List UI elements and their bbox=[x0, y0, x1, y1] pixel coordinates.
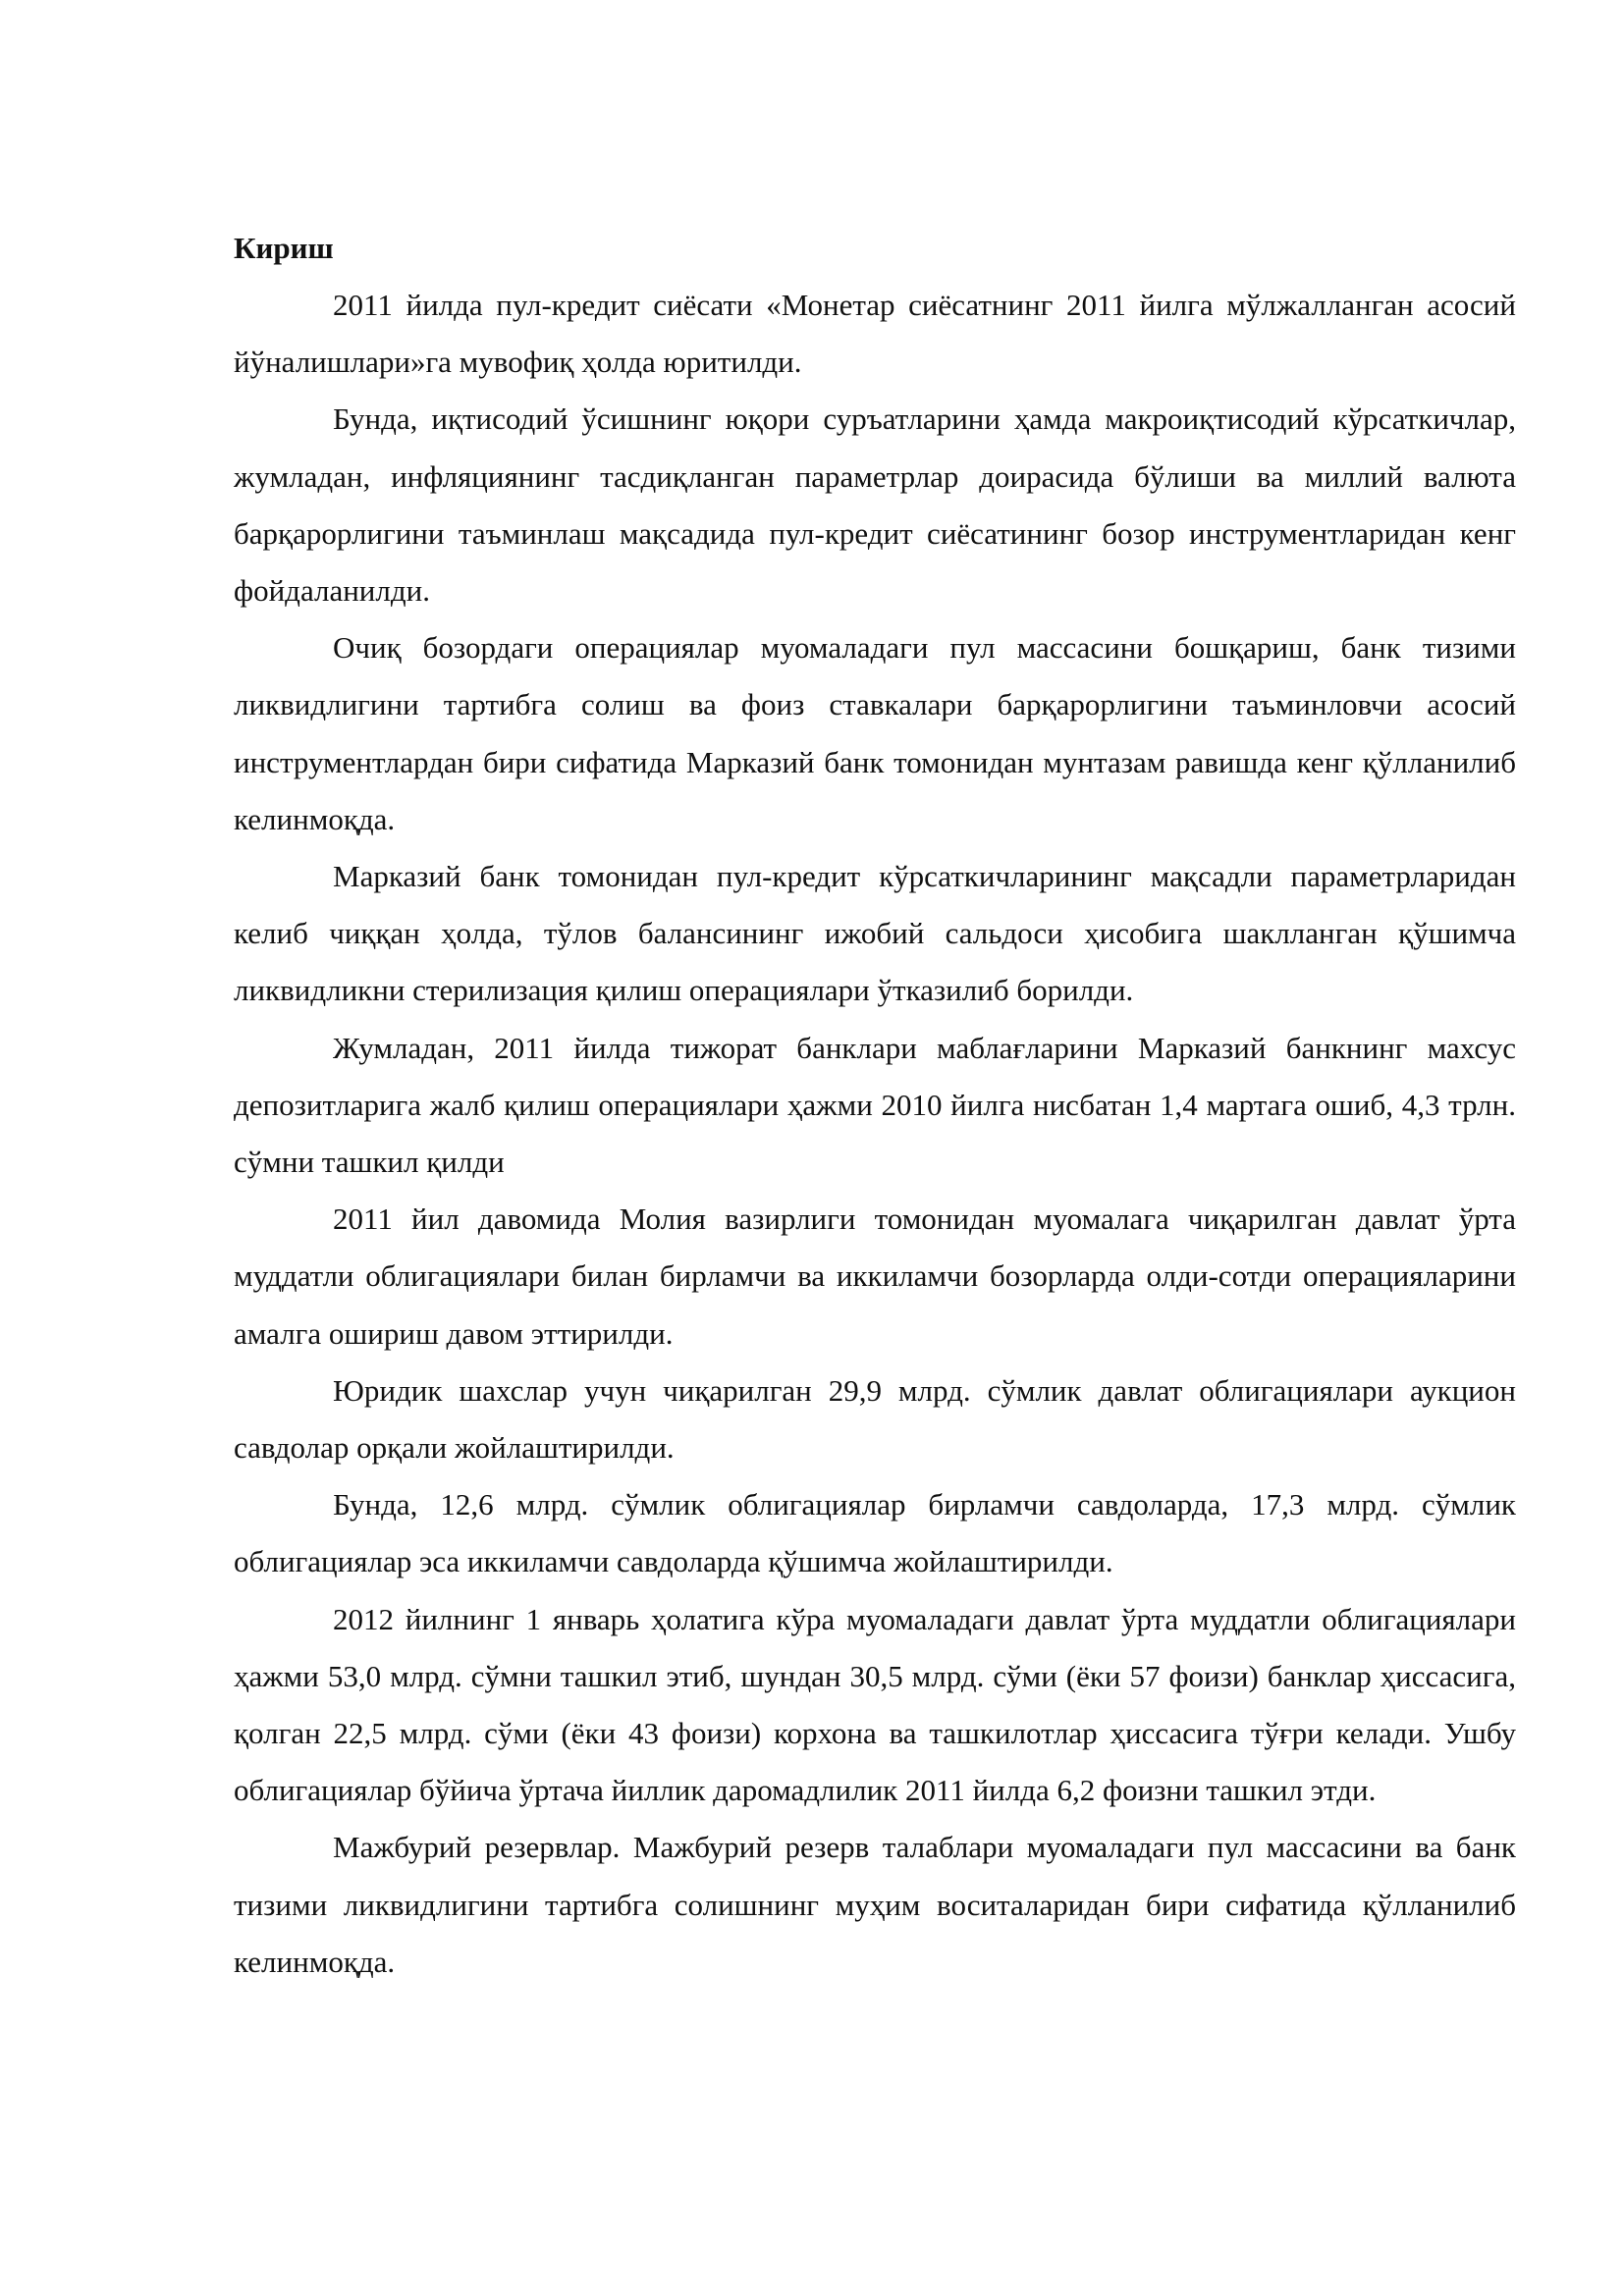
document-body bbox=[234, 220, 1516, 1991]
paragraph: Бунда, 12,6 млрд. сўмлик облигациялар бирламчи савдоларда, 17,3 млрд. сўмлик облигациялар эса иккиламчи савдоларда қўшимча жойлаштирилди. bbox=[234, 1487, 1516, 1579]
paragraph: Жумладан, 2011 йилда тижорат банклари маблағларини Марказий банкнинг махсус депозитларига жалб қилиш операциялари ҳажми 2010 йилга нисбатан 1,4 мартага ошиб, 4,3 трлн. сўмни ташкил қилди bbox=[234, 1030, 1516, 1180]
paragraph: Мажбурий резервлар. Мажбурий резерв талаблари муомаладаги пул массасини ва банк тизими ликвидлигини тартибга солишнинг муҳим воситаларидан бири сифатида қўлланилиб келинмоқда. bbox=[234, 1830, 1516, 1979]
paragraph: Бунда, иқтисодий ўсишнинг юқори суръатларини ҳамда макроиқтисодий кўрсаткичлар, жумладан, инфляциянинг тасдиқланган параметрлар доирасида бўлиши ва миллий валюта барқарорлигини таъминлаш мақсадида пул-кредит сиёсатининг бозор инструментларидан кенг фойдаланилди. bbox=[234, 401, 1516, 609]
paragraph: 2011 йил давомида Молия вазирлиги томонидан муомалага чиқарилган давлат ўрта муддатли облигациялари билан бирламчи ва иккиламчи бозорларда олди-сотди операцияларини амалга ошириш давом эттирилди. bbox=[234, 1201, 1516, 1351]
paragraph: Марказий банк томонидан пул-кредит кўрсаткичларининг мақсадли параметрларидан келиб чиққан ҳолда, тўлов балансининг ижобий сальдоси ҳисобига шаклланган қўшимча ликвидликни стерилизация қилиш операциялари ўтказилиб борилди. bbox=[234, 859, 1516, 1008]
paragraph: Юридик шахслар учун чиқарилган 29,9 млрд. сўмлик давлат облигациялари аукцион савдолар орқали жойлаштирилди. bbox=[234, 1372, 1516, 1466]
paragraph: Очиқ бозордаги операциялар муомаладаги пул массасини бошқариш, банк тизими ликвидлигини тартибга солиш ва фоиз ставкалари барқарорлигини таъминловчи асосий инструментлардан бири сифатида Марказий банк томонидан мунтазам равишда кенг қўлланилиб келинмоқда. bbox=[234, 630, 1516, 836]
paragraph: 2012 йилнинг 1 январь ҳолатига кўра муомаладаги давлат ўрта муддатли облигациялари ҳажми 53,0 млрд. сўмни ташкил этиб, шундан 30,5 млрд. сўми (ёки 57 фоизи) банклар ҳиссасига, қолган 22,5 млрд. сўми (ёки 43 фоизи) корхона ва ташкилотлар ҳиссасига тўғри келади. Ушбу облигациялар бўйича ўртача йиллик даромадлилик 2011 йилда 6,2 фоизни ташкил этди. bbox=[234, 1601, 1516, 1808]
section-heading: Кириш bbox=[234, 231, 334, 265]
paragraph: 2011 йилда пул-кредит сиёсати «Монетар сиёсатнинг 2011 йилга мўлжалланган асосий йўналишлари»га мувофиқ ҳолда юритилди. bbox=[234, 288, 1516, 380]
